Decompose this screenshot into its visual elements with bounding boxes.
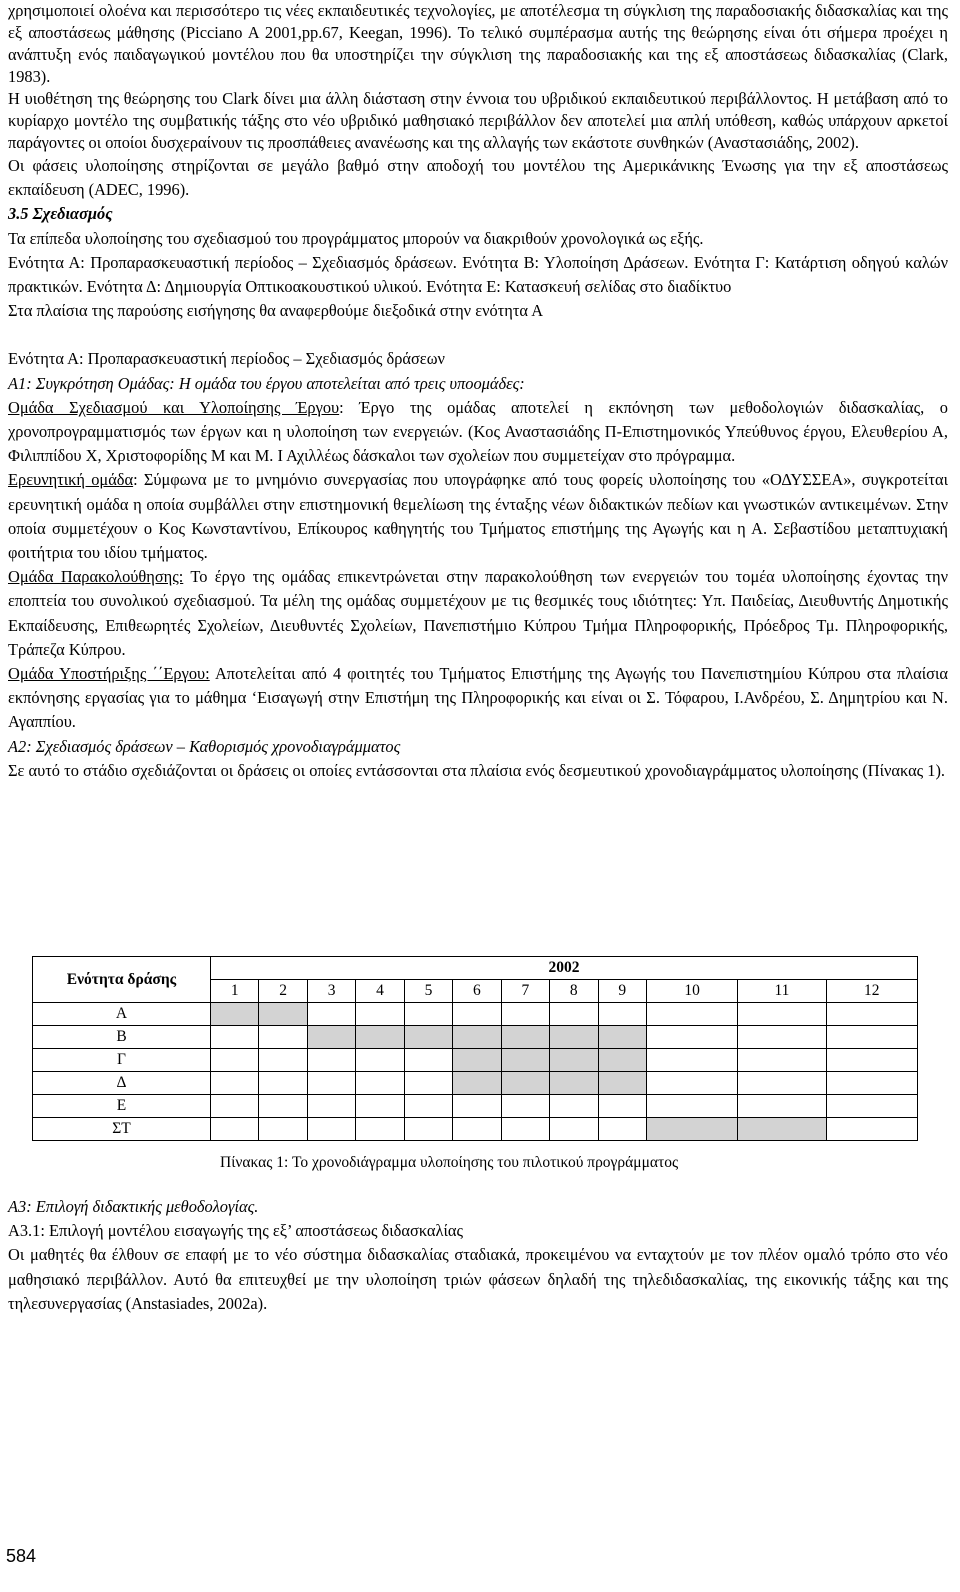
schedule-cell-active	[356, 1026, 404, 1049]
schedule-cell	[356, 1118, 404, 1141]
schedule-cell	[598, 1118, 646, 1141]
subheading-a3: Α3: Επιλογή διδακτικής μεθοδολογίας.	[8, 1197, 259, 1216]
schedule-cell-active	[259, 1003, 307, 1026]
schedule-cell	[211, 1026, 259, 1049]
schedule-cell	[356, 1095, 404, 1118]
paragraph-clark: Η υιοθέτηση της θεώρησης του Clark δίνει μια άλλη διάσταση στην έννοια του υβριδικού εκπαιδευτικού περιβάλλοντος. Η μετάβαση από το κυρίαρχο μοντέλο της συμβατικής τάξης στο νέο υβριδικό μαθησιακό περιβάλλον δεν αποτελεί μια απλή υπόθεση, καθώς υπάρχουν αρκετοί παράγοντες οι οποίοι δυσχεραίνουν τις προσπάθειες ανανέωσης και της αλλαγής των εκάστοτε συνθηκών (Αναστασιάδης, 2002).	[8, 89, 948, 152]
schedule-cell	[501, 1003, 549, 1026]
schedule-cell-active	[453, 1026, 501, 1049]
schedule-cell	[646, 1049, 737, 1072]
page-number: 584	[6, 1546, 37, 1566]
paragraph-monitoring-group	[8, 565, 948, 662]
schedule-cell	[598, 1003, 646, 1026]
schedule-cell	[453, 1095, 501, 1118]
year-header: 2002	[211, 957, 918, 980]
design-group-label: Ομάδα Σχεδιασμού και Υλοποίησης Έργου	[8, 397, 340, 417]
schedule-cell	[598, 1095, 646, 1118]
schedule-cell	[826, 1118, 917, 1141]
schedule-cell	[738, 1026, 826, 1049]
schedule-cell	[307, 1003, 355, 1026]
support-group-label: Ομάδα Υποστήριξης ΄΄Εργου:	[8, 664, 210, 684]
schedule-cell	[307, 1072, 355, 1095]
schedule-cell-active	[453, 1072, 501, 1095]
schedule-cell-active	[598, 1026, 646, 1049]
schedule-cell	[826, 1072, 917, 1095]
paragraph-intro: χρησιμοποιεί ολοένα και περισσότερο τις νέες εκπαιδευτικές τεχνολογίες, με αποτέλεσμα τη σύγκλιση της παραδοσιακής διδασκαλίας και της εξ αποστάσεως μάθησης (Picciano A 2001,pp.67, Keegan, 1996). Το τελικό συμπέρασμα αυτής της θεώρησης είναι ότι σήμερα προέχει η ανάπτυξη ενός παιδαγωγικού μοντέλου που θα υποστηρίζει την σύγκλιση της παραδοσιακής και της εξ αποστάσεως διδασκαλίας (Clark, 1983).	[8, 1, 948, 86]
table-header-row	[33, 957, 918, 980]
schedule-cell-active	[307, 1026, 355, 1049]
unit-label: Δ	[33, 1072, 211, 1095]
unit-label: Ε	[33, 1095, 211, 1118]
subheading-a31: Α3.1: Επιλογή μοντέλου εισαγωγής της εξ’ αποστάσεως διδασκαλίας	[8, 1221, 463, 1241]
month-header: 3	[307, 980, 355, 1003]
schedule-cell-active	[598, 1049, 646, 1072]
schedule-cell	[550, 1003, 598, 1026]
schedule-cell	[307, 1118, 355, 1141]
paragraph-phases: Οι φάσεις υλοποίησης στηρίζονται σε μεγάλο βαθμό στην αποδοχή του μοντέλου της Αμερικάνικης Ένωσης για την εξ αποστάσεως εκπαίδευση (ADEC, 1996).	[8, 156, 948, 200]
schedule-cell-active	[646, 1118, 737, 1141]
monitoring-group-label: Ομάδα Παρακολούθησης:	[8, 567, 184, 587]
paragraph-levels: Τα επίπεδα υλοποίησης του σχεδιασμού του προγράμματος μπορούν να διακριθούν χρονολογικά ως εξής.	[8, 228, 704, 248]
month-header: 10	[646, 980, 737, 1003]
schedule-cell	[453, 1003, 501, 1026]
schedule-cell	[259, 1026, 307, 1049]
schedule-cell-active	[211, 1003, 259, 1026]
schedule-cell	[307, 1095, 355, 1118]
month-header: 9	[598, 980, 646, 1003]
paragraph-schedule: Σε αυτό το στάδιο σχεδιάζονται οι δράσεις οι οποίες εντάσσονται στα πλαίσια ενός δεσμευτικού χρονοδιαγράμματος υλοποίησης (Πίνακας 1).	[8, 760, 946, 780]
paragraph-design-group	[8, 396, 948, 469]
schedule-cell	[826, 1049, 917, 1072]
support-group-text: Αποτελείται από 4 φοιτητές του Τμήματος Επιστήμης της Αγωγής του Πανεπιστημίου Κύπρου στα πλαίσια εκπόνησης εργασίας για το μάθημα ‘Εισαγωγή στην Επιστήμη της Πληροφορικής και είναι οι Σ. Τόφαρου, Ι.Ανδρέου, Σ. Δημητρίου και Ν. Αγαππίου.	[8, 664, 949, 732]
schedule-cell	[259, 1072, 307, 1095]
month-header: 7	[501, 980, 549, 1003]
schedule-cell	[646, 1095, 737, 1118]
schedule-cell	[738, 1072, 826, 1095]
table-row	[33, 1026, 918, 1049]
schedule-cell	[211, 1049, 259, 1072]
schedule-cell	[501, 1095, 549, 1118]
schedule-cell	[259, 1118, 307, 1141]
paragraph-support-group	[8, 662, 948, 735]
schedule-cell-active	[550, 1072, 598, 1095]
paragraph-research-group	[8, 468, 948, 565]
schedule-cell	[211, 1095, 259, 1118]
schedule-cell-active	[550, 1026, 598, 1049]
schedule-cell	[211, 1118, 259, 1141]
schedule-cell	[501, 1118, 549, 1141]
schedule-cell	[738, 1095, 826, 1118]
schedule-cell	[404, 1072, 452, 1095]
page-body	[8, 0, 948, 783]
schedule-cell	[646, 1072, 737, 1095]
paragraph-units: Ενότητα Α: Προπαρασκευαστική περίοδος – Σχεδιασμός δράσεων. Ενότητα Β: Υλοποίηση Δράσεων. Ενότητα Γ: Κατάρτιση οδηγού καλών πρακτικών. Ενότητα Δ: Δημιουργία Οπτικοακουστικού υλικού. Ενότητα Ε: Κατασκευή σελίδας στο διαδίκτυο	[8, 252, 948, 297]
table-row	[33, 1049, 918, 1072]
subheading-a2: Α2: Σχεδιασμός δράσεων – Καθορισμός χρονοδιαγράμματος	[8, 736, 401, 756]
month-header: 5	[404, 980, 452, 1003]
section-heading: 3.5 Σχεδιασμός	[8, 204, 113, 224]
unit-label: Α	[33, 1003, 211, 1026]
month-header: 4	[356, 980, 404, 1003]
month-header: 12	[826, 980, 917, 1003]
schedule-cell	[259, 1095, 307, 1118]
unit-label: Β	[33, 1026, 211, 1049]
schedule-cell	[404, 1118, 452, 1141]
schedule-cell	[211, 1072, 259, 1095]
paragraph-scope: Στα πλαίσια της παρούσης εισήγησης θα αναφερθούμε διεξοδικά στην ενότητα Α	[8, 301, 544, 321]
schedule-cell-active	[738, 1118, 826, 1141]
schedule-cell-active	[404, 1026, 452, 1049]
month-header: 2	[259, 980, 307, 1003]
schedule-cell	[356, 1049, 404, 1072]
schedule-cell-active	[550, 1049, 598, 1072]
schedule-cell-active	[598, 1072, 646, 1095]
month-header: 11	[738, 980, 826, 1003]
unit-header: Ενότητα δράσης	[33, 957, 211, 1003]
month-header: 1	[211, 980, 259, 1003]
page-body-after-table	[8, 1195, 948, 1316]
schedule-cell	[404, 1049, 452, 1072]
table-row	[33, 1118, 918, 1141]
schedule-cell	[738, 1003, 826, 1026]
schedule-cell-active	[501, 1049, 549, 1072]
unit-label: ΣΤ	[33, 1118, 211, 1141]
schedule-cell	[550, 1095, 598, 1118]
monitoring-group-text: Το έργο της ομάδας επικεντρώνεται στην παρακολούθηση των ενεργειών του τομέα υλοποίησης έχοντας την εποπτεία του συνολικού σχεδιασμού. Τα μέλη της ομάδας συμμετέχουν με τις θεσμικές τους ιδιότητες: Υπ. Παιδείας, Διευθυντής Δημοτικής Εκπαίδευσης, Επιθεωρητές Σχολείων, Διευθυντές Σχολείων, Πανεπιστήμιο Κύπρου Τμήμα Πληροφορικής, Πρόεδρος Τμ. Πληροφορικής, Τράπεζα Κύπρου.	[8, 567, 948, 659]
subheading-a1: Α1: Συγκρότηση Ομάδας: Η ομάδα του έργου αποτελείται από τρεις υποομάδες:	[8, 373, 525, 393]
schedule-cell	[826, 1095, 917, 1118]
paragraph-students: Οι μαθητές θα έλθουν σε επαφή με το νέο σύστημα διδασκαλίας σταδιακά, προκειμένου να ενταχτούν με τον πλέον ομαλό τρόπο στο νέο μαθησιακό περιβάλλον. Αυτό θα επιτευχθεί με την υλοποίηση τριών φάσεων δηλαδή της τηλεδιδασκαλίας, της εικονικής τάξης και της τηλεσυνεργασίας (Anstasiades, 2002a).	[8, 1245, 948, 1313]
schedule-cell	[404, 1003, 452, 1026]
schedule-cell	[826, 1026, 917, 1049]
schedule-table	[32, 956, 918, 1141]
schedule-cell	[826, 1003, 917, 1026]
table-caption: Πίνακας 1: Το χρονοδιάγραμμα υλοποίησης του πιλοτικού προγράμματος	[220, 1154, 679, 1171]
schedule-cell-active	[453, 1049, 501, 1072]
design-group-text: : Έργο της ομάδας αποτελεί η εκπόνηση των μεθοδολογιών διδασκαλίας, ο χρονοπρογραμματισμός των έργων και η υλοποίηση των ενεργειών. (Κος Αναστασιάδης Π-Επιστημονικός Υπεύθυνος έργου, Ελευθερίου Α, Φιλιππίδου Χ, Χριστοφορίδης Μ και Μ. Ι Αχιλλέως δάσκαλοι των σχολείων που συμμετείχαν στο πρόγραμμα.	[8, 397, 948, 466]
unit-label: Γ	[33, 1049, 211, 1072]
month-header: 8	[550, 980, 598, 1003]
paragraph-unit-a: Ενότητα Α: Προπαρασκευαστική περίοδος – Σχεδιασμός δράσεων	[8, 349, 445, 369]
schedule-cell	[738, 1049, 826, 1072]
table-row	[33, 1095, 918, 1118]
table-row	[33, 1003, 918, 1026]
schedule-cell-active	[501, 1072, 549, 1095]
schedule-cell	[404, 1095, 452, 1118]
schedule-cell	[259, 1049, 307, 1072]
schedule-cell	[646, 1026, 737, 1049]
schedule-cell	[550, 1118, 598, 1141]
schedule-cell	[453, 1118, 501, 1141]
schedule-cell	[356, 1072, 404, 1095]
schedule-cell-active	[501, 1026, 549, 1049]
research-group-label: Ερευνητική ομάδα	[8, 470, 134, 490]
schedule-cell	[356, 1003, 404, 1026]
spacer	[8, 323, 948, 347]
schedule-cell	[307, 1049, 355, 1072]
schedule-cell	[646, 1003, 737, 1026]
research-group-text: : Σύμφωνα με το μνημόνιο συνεργασίας που υπογράφηκε από τους φορείς υλοποίησης του «ΟΔΥΣΣΕΑ», συγκροτείται ερευνητική ομάδα η οποία συμβάλλει στην επιστημονική θεμελίωση της ένταξης νέων διδακτικών πεδίων και γνωστικών αντικειμένων. Στην οποία συμμετέχουν ο Κος Κωνσταντίνου, Επίκουρος καθηγητής του Τμήματος επιστήμης της Αγωγής και η Α. Σεβαστίδου μεταπτυχιακή φοιτήτρια του ιδίου τμήματος.	[8, 470, 948, 563]
month-header: 6	[453, 980, 501, 1003]
table-row	[33, 1072, 918, 1095]
